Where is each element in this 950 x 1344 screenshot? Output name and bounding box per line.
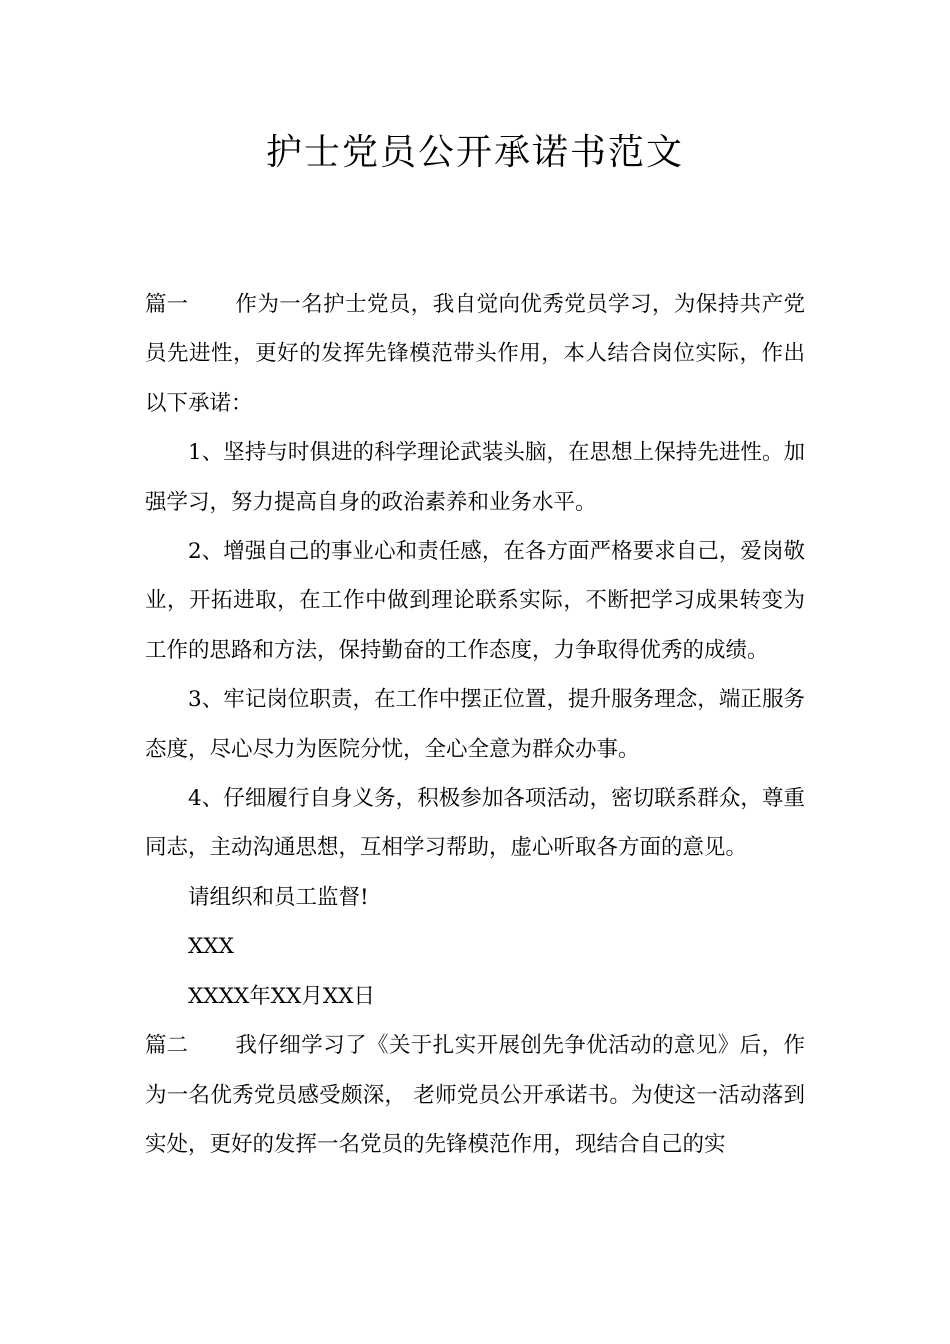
date-line: XXXX年XX月XX日 [188,983,375,1009]
closing-line: 请组织和员工监督! [188,884,369,910]
pledge-item-2: 2、增强自己的事业心和责任感，在各方面严格要求自己，爱岗敬业，开拓进取，在工作中做到理论联系实际，不断把学习成果转变为工作的思路和方法，保持勤奋的工作态度，力争取得优秀的成绩。 [145,539,805,663]
document-title: 护士党员公开承诺书范文 [265,132,684,173]
section-one-intro-text: 作为一名护士党员，我自觉向优秀党员学习，为保持共产党员先进性，更好的发挥先锋模范带头作用，本人结合岗位实际，作出以下承诺： [145,292,805,416]
pledge-item-3: 3、牢记岗位职责，在工作中摆正位置，提升服务理念，端正服务态度，尽心尽力为医院分忧，全心全意为群众办事。 [145,687,805,762]
signature-line: XXX [188,934,234,960]
section-two-label: 篇二 [145,1033,189,1059]
section-two-intro-text: 我仔细学习了《关于扎实开展创先争优活动的意见》后，作为一名优秀党员感受颇深， 老师党员公开承诺书。为使这一活动落到实处，更好的发挥一名党员的先锋模范作用，现结合自己的实 [145,1033,805,1157]
document-body [145,280,805,1169]
section-one-label: 篇一 [145,292,189,317]
section-one-intro [145,280,805,428]
pledge-item-4: 4、仔细履行自身义务，积极参加各项活动，密切联系群众，尊重同志，主动沟通思想，互相学习帮助，虚心听取各方面的意见。 [145,786,805,861]
section-two-intro [145,1021,805,1169]
pledge-item-1: 1、坚持与时俱进的科学理论武装头脑，在思想上保持先进性。加强学习，努力提高自身的政治素养和业务水平。 [145,440,805,515]
